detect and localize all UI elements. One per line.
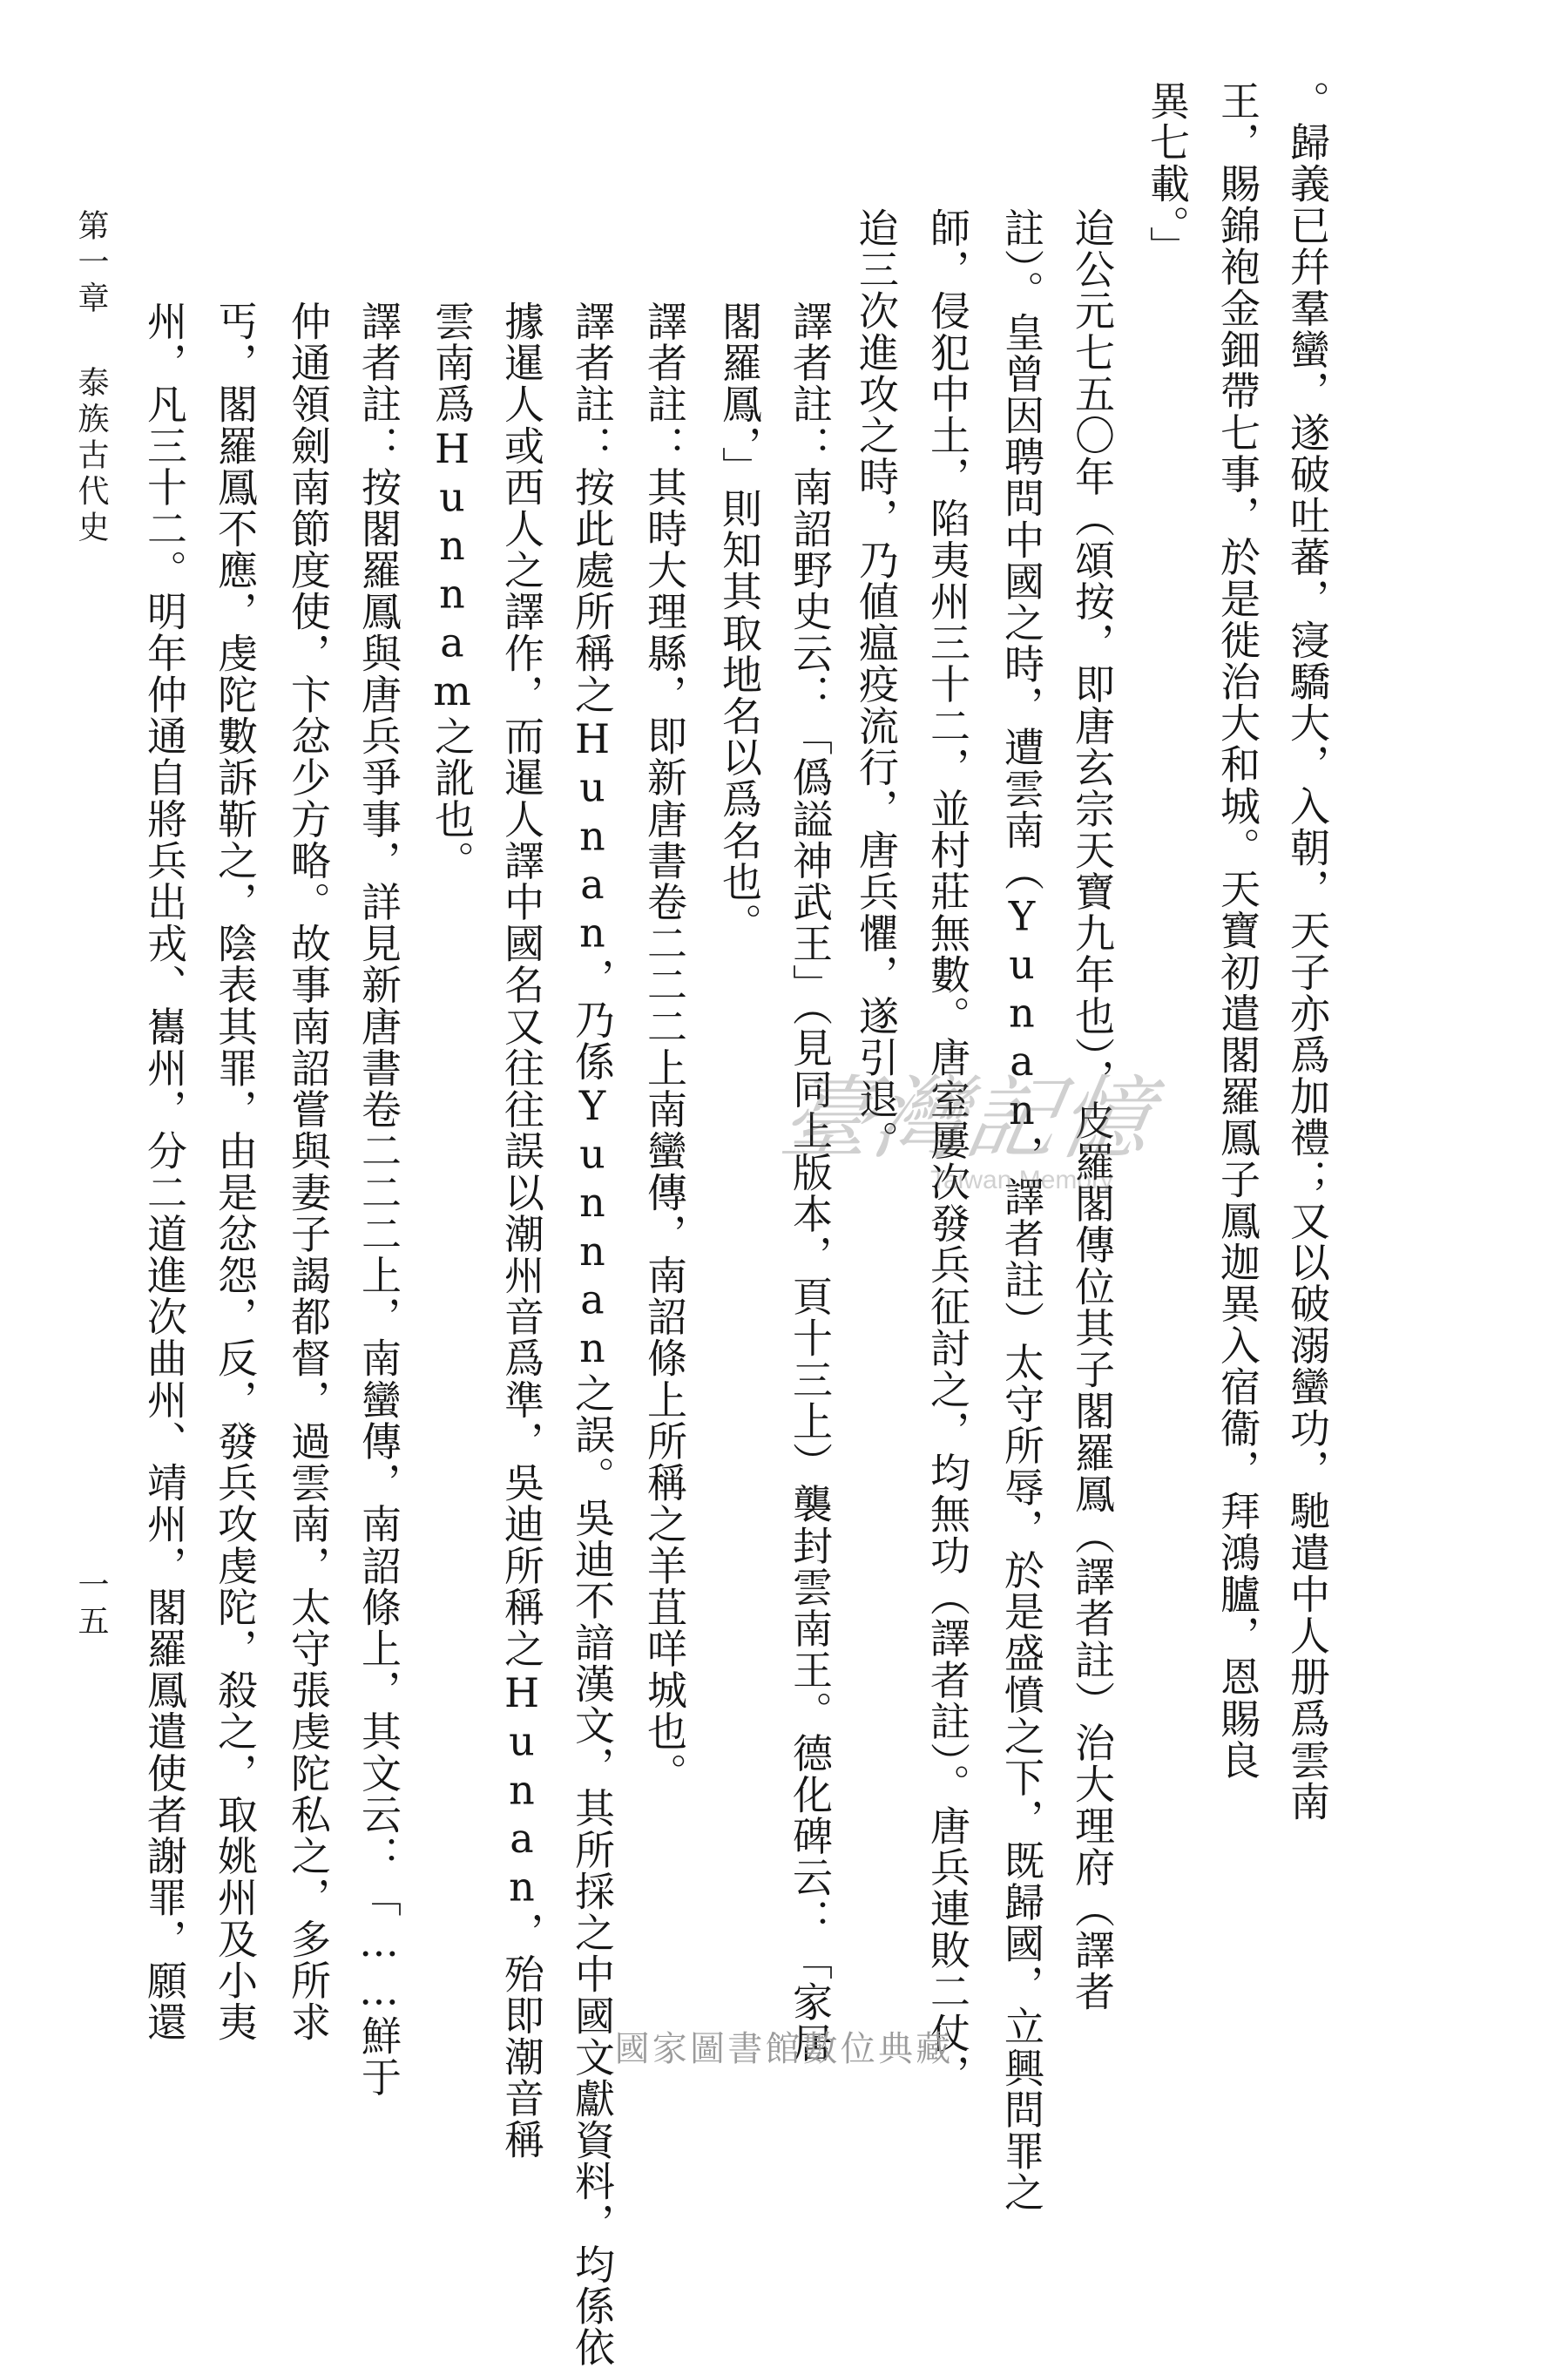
watermark-subtitle: Taiwan Memory <box>930 1166 1114 1194</box>
text-column: 。歸義已幷羣蠻，遂破吐蕃，寖驕大，入朝，天子亦爲加禮；又以破溺蠻功，馳遣中人册爲雲南 <box>1284 80 1331 1823</box>
footnote-column: 丐，閣羅鳳不應，虔陀數訴靳之，陰表其罪，由是忿怨，反，發兵攻虔陀，殺之，取姚州及小夷 <box>212 301 259 2043</box>
footnote-column: 州，凡三十二。明年仲通自將兵出戎、巂州，分二道進次曲州、靖州，閣羅鳳遣使者謝罪，願還 <box>141 301 188 2043</box>
footnote-column: 閣羅鳳，」則知其取地名以爲名也。 <box>716 301 763 944</box>
page-number: 一五 <box>73 1568 109 1641</box>
text-column: 異七載。」 <box>1144 80 1191 268</box>
running-head-chapter: 第一章 <box>73 209 109 318</box>
footnote-column: 譯者註：南詔野史云：「僞謚神武王」（見同上版本，頁十三上）襲封雲南王。德化碑云：「家居 <box>787 301 834 2065</box>
text-column: 師，侵犯中土，陷夷州三十二，並村莊無數。唐室屢次發兵征討之，均無功（譯者註）。唐兵連敗二仗， <box>924 207 971 2096</box>
text-column: 王，賜錦袍金鈿帶七事，於是徙治大和城。天寶初遣閣羅鳳子鳳迦異入宿衞，拜鴻臚，恩賜良 <box>1214 80 1261 1782</box>
text-column: 註）。皇曾因聘問中國之時，遭雲南（Yunan，譯者註）太守所辱，於是盛憤之下，既歸國，立興問罪之 <box>998 207 1045 2214</box>
footnote-column: 據暹人或西人之譯作，而暹人譯中國名又往往誤以潮州音爲準，吳迪所稱之Hunan，殆即潮音稱 <box>498 301 545 2161</box>
footnote-column: 雲南爲Hunnam之訛也。 <box>429 301 476 882</box>
footnote-column: 譯者註：按閣羅鳳與唐兵爭事，詳見新唐書卷二二二上，南蠻傳，南詔條上，其文云：「……鮮于 <box>355 301 402 2099</box>
text-column: 迨三次進攻之時，乃値瘟疫流行，唐兵懼，遂引退。 <box>853 207 900 1162</box>
footnote-column: 譯者註：按此處所稱之Hunan，乃係Yunnan之誤。吳迪不諳漢文，其所採之中國文獻資料，均係依 <box>569 301 616 2368</box>
footnote-column: 仲通領劍南節度使，卞忿少方略。故事南詔嘗與妻子謁都督，過雲南，太守張虔陀私之，多所求 <box>285 301 332 2043</box>
running-head-title: 泰族古代史 <box>73 366 109 546</box>
watermark-text: 臺灣記憶 <box>773 1066 1162 1172</box>
footer-caption: 國家圖書館數位典藏 <box>614 2029 954 2069</box>
text-column: 迨公元七五〇年（頌按，即唐玄宗天寶九年也），皮羅閣傳位其子閣羅鳳（譯者註）治大理府（譯者 <box>1069 207 1116 2013</box>
watermark-logo <box>773 1066 1218 1213</box>
footnote-column: 譯者註：其時大理縣，即新唐書卷二二二上南蠻傳，南詔條上所稱之羊苴咩城也。 <box>641 301 688 1794</box>
